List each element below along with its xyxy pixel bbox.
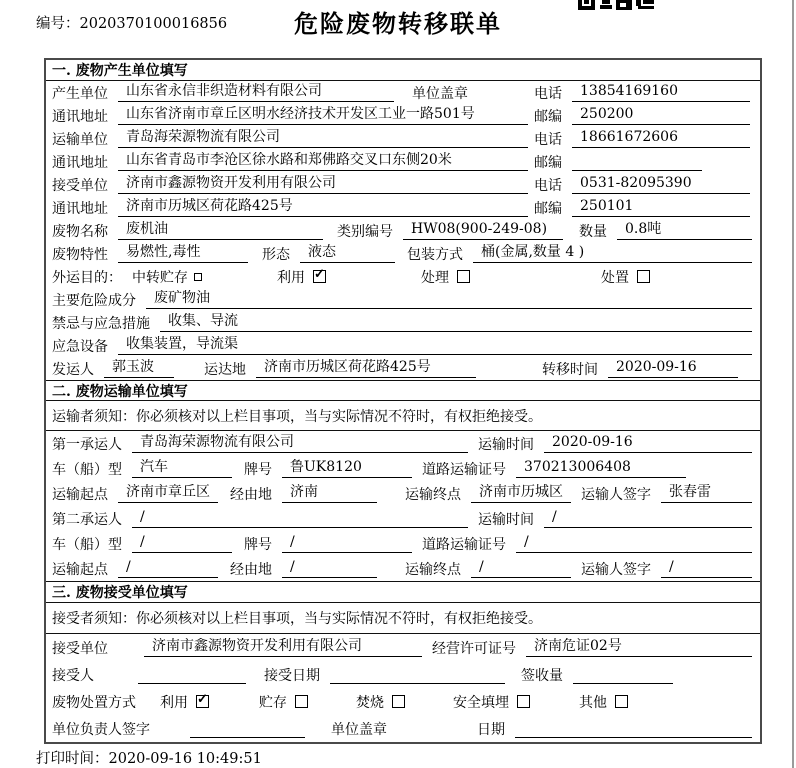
second-carrier-label: 第二承运人 <box>52 511 122 528</box>
row-shipper <box>46 357 760 380</box>
received-qty-label: 签收量 <box>521 667 563 684</box>
carrier-sign-2-label: 运输人签字 <box>581 561 651 578</box>
purpose-option-label: 中转贮存 <box>132 269 188 286</box>
accept-date-label: 接受日期 <box>264 667 320 684</box>
row-responsible-signature <box>46 715 760 742</box>
transport-time-value: 2020-09-16 <box>544 434 752 453</box>
section1-header: 一. 废物产生单位填写 <box>46 60 760 81</box>
transporter-zip-value <box>572 153 702 171</box>
responsible-sign-label: 单位负责人签字 <box>52 721 150 738</box>
disposal-option-landfill <box>453 692 579 712</box>
receiver-label: 接受单位 <box>52 177 108 194</box>
acceptor-label: 接受人 <box>52 667 94 684</box>
transport-time-label: 运输时间 <box>478 436 534 453</box>
disposal-option-utilize <box>160 692 259 712</box>
first-carrier-label: 第一承运人 <box>52 436 122 453</box>
packaging-label: 包装方式 <box>407 246 463 263</box>
print-time <box>36 747 262 768</box>
shipper-value: 郭玉波 <box>104 359 174 378</box>
road-permit-value: 370213006408 <box>516 459 686 478</box>
vehicle-type-value: 汽车 <box>132 459 232 478</box>
transfer-time-value: 2020-09-16 <box>608 359 738 378</box>
transporter-notice: 运输者须知：你必须核对以上栏目事项，当与实际情况不符时，有权拒绝接受。 <box>46 401 760 431</box>
serial-value: 2020370100016856 <box>79 16 228 32</box>
received-qty-value <box>573 666 673 684</box>
vehicle-type-2-label: 车（船）型 <box>52 536 122 553</box>
row-disposal-method <box>46 688 760 715</box>
waste-code-value: HW08(900-249-08) <box>403 221 563 240</box>
receiver-notice: 接受者须知：你必须核对以上栏目事项，当与实际情况不符时，有权拒绝接受。 <box>46 603 760 634</box>
second-carrier-value: / <box>132 509 468 528</box>
hazard-value: 废矿物油 <box>146 290 752 309</box>
route-start-2-value: / <box>118 559 218 578</box>
vehicle-type-label: 车（船）型 <box>52 461 122 478</box>
route-end-2-label: 运输终点 <box>405 561 461 578</box>
accept-date-value <box>330 666 505 684</box>
route-end-value: 济南市历城区 <box>471 484 571 503</box>
disposal-option-incinerate <box>356 692 453 712</box>
transport-time-2-value: / <box>544 509 752 528</box>
form-title: 危险废物转移联单 <box>294 9 502 38</box>
row-second-carrier <box>46 506 760 531</box>
sign-date-label: 日期 <box>477 721 505 738</box>
purpose-option-label: 处理 <box>421 269 449 286</box>
producer-value: 山东省永信非织造材料有限公司 <box>118 83 394 102</box>
row-emergency-measures <box>46 311 760 334</box>
destination-label: 运达地 <box>204 361 246 378</box>
transporter-zip-label: 邮编 <box>534 154 562 171</box>
section2-header: 二. 废物运输单位填写 <box>46 380 760 401</box>
disposal-option-label: 利用 <box>160 694 188 711</box>
row-acceptor <box>46 661 760 688</box>
route-via-value: 济南 <box>282 484 377 503</box>
transport-time-2-label: 运输时间 <box>478 511 534 528</box>
waste-qty-value: 0.8吨 <box>617 221 752 240</box>
measures-label: 禁忌与应急措施 <box>52 315 150 332</box>
producer-zip-value: 250200 <box>572 106 750 125</box>
route-start-2-label: 运输起点 <box>52 561 108 578</box>
receiving-unit-value: 济南市鑫源物资开发利用有限公司 <box>144 638 422 657</box>
row-receiver <box>46 173 760 196</box>
route-end-2-value: / <box>471 559 571 578</box>
row-hazard-components <box>46 288 760 311</box>
qr-code-fragment <box>578 0 654 10</box>
page-edge-line <box>792 0 794 768</box>
disposal-option-store <box>259 692 356 712</box>
unit-seal-label: 单位盖章 <box>412 85 468 102</box>
route-via-label: 经由地 <box>230 486 272 503</box>
unit-seal-3-label: 单位盖章 <box>331 721 387 738</box>
waste-form-label: 形态 <box>262 246 290 263</box>
carrier-sign-2-value: / <box>661 559 752 578</box>
producer-address-value: 山东省济南市章丘区明水经济技术开发区工业一路501号 <box>118 106 528 125</box>
measures-value: 收集、导流 <box>160 313 752 332</box>
section3-header: 三. 废物接受单位填写 <box>46 581 760 603</box>
transporter-phone-value: 18661672606 <box>572 129 750 148</box>
row-emergency-equipment <box>46 334 760 357</box>
route-start-value: 济南市章丘区 <box>118 484 218 503</box>
carrier-sign-label: 运输人签字 <box>581 486 651 503</box>
transfer-time-label: 转移时间 <box>542 361 598 378</box>
disposal-option-label: 其他 <box>579 694 607 711</box>
row-transporter <box>46 127 760 150</box>
transporter-value: 青岛海荣源物流有限公司 <box>118 129 528 148</box>
waste-name-label: 废物名称 <box>52 223 108 240</box>
row-transfer-purpose <box>46 265 760 288</box>
disposal-label: 废物处置方式 <box>52 694 136 711</box>
shipper-label: 发运人 <box>52 361 94 378</box>
checkbox-disposal-incinerate <box>392 695 405 708</box>
sign-date-value <box>515 720 752 738</box>
road-permit-label: 道路运输证号 <box>422 461 506 478</box>
waste-qty-label: 数量 <box>579 223 607 240</box>
equipment-label: 应急设备 <box>52 338 108 355</box>
checkbox-transfer-storage <box>194 273 202 281</box>
receiver-zip-label: 邮编 <box>534 200 562 217</box>
purpose-option-label: 利用 <box>277 269 305 286</box>
transporter-address-label: 通讯地址 <box>52 154 108 171</box>
plate-label: 牌号 <box>244 461 272 478</box>
purpose-option-dispose <box>601 267 650 287</box>
purpose-label: 外运目的： <box>52 269 122 286</box>
transporter-label: 运输单位 <box>52 131 108 148</box>
plate-2-label: 牌号 <box>244 536 272 553</box>
row-route-2 <box>46 556 760 581</box>
purpose-option-treat <box>421 267 601 287</box>
receiver-address-value: 济南市历城区荷花路425号 <box>118 198 528 217</box>
print-time-value: 2020-09-16 10:49:51 <box>108 751 262 767</box>
row-receiver-address <box>46 196 760 219</box>
row-route-1 <box>46 481 760 506</box>
receiving-unit-label: 接受单位 <box>52 640 108 657</box>
vehicle-type-2-value: / <box>132 534 232 553</box>
purpose-option-transfer-storage <box>132 267 277 287</box>
disposal-option-label: 贮存 <box>259 694 287 711</box>
transporter-address-value: 山东省青岛市李沧区徐水路和郑佛路交叉口东侧20米 <box>118 152 528 171</box>
row-receiving-unit <box>46 634 760 661</box>
row-vehicle-2 <box>46 531 760 556</box>
producer-phone-label: 电话 <box>534 85 562 102</box>
route-end-label: 运输终点 <box>405 486 461 503</box>
waste-name-value: 废机油 <box>118 221 323 240</box>
receiver-zip-value: 250101 <box>572 198 750 217</box>
disposal-option-label: 安全填埋 <box>453 694 509 711</box>
checkbox-treat <box>457 270 470 283</box>
disposal-option-other <box>579 692 628 712</box>
producer-zip-label: 邮编 <box>534 108 562 125</box>
first-carrier-value: 青岛海荣源物流有限公司 <box>132 434 468 453</box>
carrier-sign-value: 张春雷 <box>661 484 752 503</box>
license-value: 济南危证02号 <box>526 638 752 657</box>
checkbox-utilize <box>313 270 326 283</box>
road-permit-2-value: / <box>516 534 752 553</box>
waste-props-label: 废物特性 <box>52 246 108 263</box>
waste-form-value: 液态 <box>300 244 395 263</box>
row-vehicle-1 <box>46 456 760 481</box>
row-waste-properties <box>46 242 760 265</box>
checkbox-disposal-landfill <box>517 695 530 708</box>
plate-value: 鲁UK8120 <box>282 459 412 478</box>
disposal-option-label: 焚烧 <box>356 694 384 711</box>
checkbox-disposal-other <box>615 695 628 708</box>
packaging-value: 桶(金属,数量 4 ) <box>473 244 752 263</box>
transporter-phone-label: 电话 <box>534 131 562 148</box>
hazard-label: 主要危险成分 <box>52 292 136 309</box>
receiver-address-label: 通讯地址 <box>52 200 108 217</box>
route-start-label: 运输起点 <box>52 486 108 503</box>
license-label: 经营许可证号 <box>432 640 516 657</box>
plate-2-value: / <box>282 534 412 553</box>
checkbox-disposal-store <box>295 695 308 708</box>
producer-address-label: 通讯地址 <box>52 108 108 125</box>
print-time-label: 打印时间： <box>36 751 109 767</box>
destination-value: 济南市历城区荷花路425号 <box>256 359 476 378</box>
producer-label: 产生单位 <box>52 85 108 102</box>
receiver-value: 济南市鑫源物资开发利用有限公司 <box>118 175 528 194</box>
receiver-phone-value: 0531-82095390 <box>572 175 750 194</box>
purpose-option-utilize <box>277 267 421 287</box>
acceptor-value <box>138 666 246 684</box>
producer-phone-value: 13854169160 <box>572 83 750 102</box>
purpose-option-label: 处置 <box>601 269 629 286</box>
serial-label: 编号： <box>36 16 80 32</box>
route-via-2-label: 经由地 <box>230 561 272 578</box>
form-table <box>44 58 762 744</box>
row-first-carrier <box>46 431 760 456</box>
row-waste-name <box>46 219 760 242</box>
waste-props-value: 易燃性,毒性 <box>118 244 248 263</box>
receiver-phone-label: 电话 <box>534 177 562 194</box>
row-producer <box>46 81 760 104</box>
equipment-value: 收集装置，导流渠 <box>118 336 752 355</box>
route-via-2-value: / <box>282 559 377 578</box>
waste-code-label: 类别编号 <box>337 223 393 240</box>
road-permit-2-label: 道路运输证号 <box>422 536 506 553</box>
checkbox-dispose <box>637 270 650 283</box>
row-producer-address <box>46 104 760 127</box>
responsible-sign-value <box>190 720 305 738</box>
row-transporter-address <box>46 150 760 173</box>
checkbox-disposal-utilize <box>196 695 209 708</box>
